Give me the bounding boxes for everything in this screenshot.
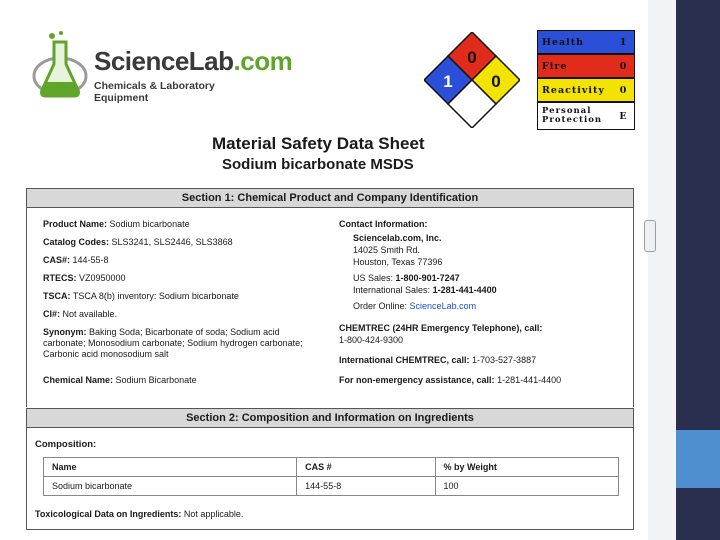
document-subtitle: Sodium bicarbonate MSDS: [222, 156, 414, 173]
logo-tagline: Chemicals & Laboratory Equipment: [94, 80, 215, 104]
cell-name: Sodium bicarbonate: [44, 477, 297, 496]
col-cas-header: CAS #: [297, 458, 435, 477]
rtecs-field: RTECS: VZ0950000: [43, 273, 126, 283]
company-city: Houston, Texas 77396: [353, 257, 443, 267]
section-1: [26, 188, 634, 407]
composition-label: Composition:: [35, 439, 97, 450]
order-online-field: Order Online: ScienceLab.com: [353, 301, 477, 311]
intl-sales-field: International Sales: 1-281-441-4400: [353, 285, 497, 295]
chemtrec-number: 1-800-424-9300: [339, 335, 404, 345]
nfpa-reactivity-value: 0: [491, 72, 501, 91]
cas-field: CAS#: 144-55-8: [43, 255, 109, 265]
table-row: [44, 477, 619, 496]
nfpa-fire-value: 0: [467, 48, 477, 67]
slide-edge-strip: [648, 0, 676, 540]
tsca-field: TSCA: TSCA 8(b) inventory: Sodium bicarbonate: [43, 291, 239, 301]
intl-chemtrec-field: International CHEMTREC, call: 1-703-527-3887: [339, 355, 537, 365]
flask-icon: [30, 28, 90, 108]
toxicological-data-field: Toxicological Data on Ingredients: Not applicable.: [35, 509, 244, 519]
non-emergency-field: For non-emergency assistance, call: 1-281-441-4400: [339, 375, 562, 385]
hmis-reactivity-row: Reactivity 0: [537, 78, 635, 102]
us-sales-field: US Sales: 1-800-901-7247: [353, 273, 460, 283]
chemtrec-label: CHEMTREC (24HR Emergency Telephone), call:: [339, 323, 543, 333]
ci-field: CI#: Not available.: [43, 309, 118, 319]
section-2-heading: Section 2: Composition and Information on Ingredients: [27, 409, 633, 428]
chemical-name-field: Chemical Name: Sodium Bicarbonate: [43, 375, 197, 385]
contact-heading: Contact Information:: [339, 219, 428, 229]
hmis-protection-row: Personal Protection E: [537, 102, 635, 130]
cell-cas: 144-55-8: [297, 477, 435, 496]
section-2: [26, 408, 634, 530]
cell-weight: 100: [435, 477, 619, 496]
catalog-codes-field: Catalog Codes: SLS3241, SLS2446, SLS3868: [43, 237, 233, 247]
composition-table: [43, 457, 619, 496]
synonym-field: Synonym: Baking Soda; Bicarbonate of soda; Sodium acid carbonate; Monosodium carbonate; Sodium hydrogen carbonate; Carbonic acid monosodium salt: [43, 327, 303, 359]
col-weight-header: % by Weight: [435, 458, 619, 477]
hmis-health-row: Health 1: [537, 30, 635, 54]
hmis-label: [537, 30, 633, 130]
msds-document: [22, 24, 650, 534]
document-title: Material Safety Data Sheet: [212, 134, 425, 153]
nfpa-health-value: 1: [443, 72, 453, 91]
company-name: Sciencelab.com, Inc.: [353, 233, 442, 243]
nfpa-diamond-icon: [424, 32, 520, 128]
table-header-row: [44, 458, 619, 477]
company-street: 14025 Smith Rd.: [353, 245, 421, 255]
right-sidebar-accent: [676, 430, 720, 488]
hmis-fire-row: Fire 0: [537, 54, 635, 78]
col-name-header: Name: [44, 458, 297, 477]
order-online-link[interactable]: ScienceLab.com: [409, 301, 477, 311]
logo-wordmark: ScienceLab.com: [94, 46, 293, 76]
section-1-heading: Section 1: Chemical Product and Company Identification: [27, 189, 633, 208]
product-name-field: Product Name: Sodium bicarbonate: [43, 219, 190, 229]
sciencelab-logo: [30, 28, 293, 118]
